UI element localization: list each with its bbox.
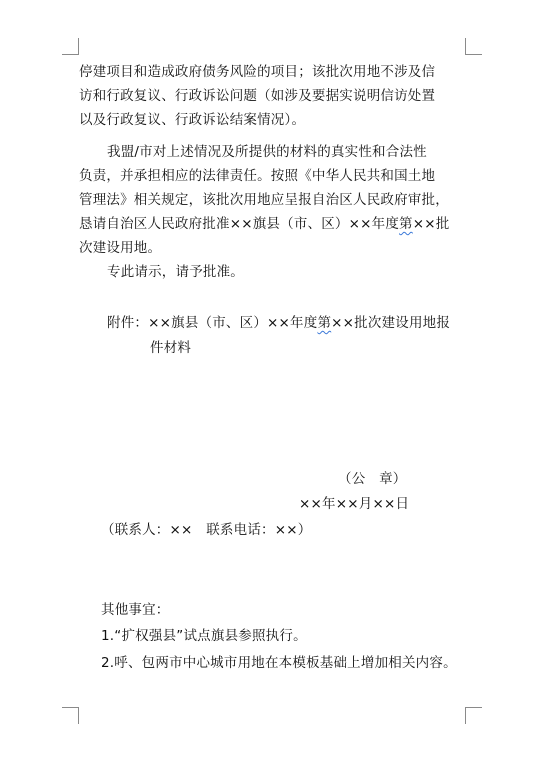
- paragraph1-line3: 以及行政复议、行政诉讼结案情况）。: [79, 112, 306, 128]
- paragraph2-line3: 管理法》相关规定，该批次用地应呈报自治区人民政府审批，: [79, 192, 449, 208]
- corner-mark-top-right: [465, 38, 482, 55]
- spellcheck-flagged-word: 第: [399, 216, 413, 232]
- paragraph1-line1: 停建项目和造成政府债务风险的项目；该批次用地不涉及信: [79, 64, 436, 80]
- paragraph2-line1: 我盟/市对上述情况及所提供的材料的真实性和合法性: [107, 144, 427, 160]
- paragraph2-line4-text-before: 恳请自治区人民政府批准××旗县（市、区）××年度: [79, 216, 400, 232]
- attachment-text-before: 附件：××旗县（市、区）××年度: [107, 315, 318, 331]
- corner-mark-bottom-left: [62, 707, 79, 724]
- paragraph2-line2: 负责，并承担相应的法律责任。按照《中华人民共和国土地: [79, 168, 436, 184]
- spellcheck-flagged-word: 第: [317, 315, 332, 331]
- document-date: ××年××月××日: [299, 496, 410, 512]
- attachment-text-after: ××批次建设用地报: [331, 315, 451, 331]
- attachment-line2: 件材料: [150, 340, 192, 356]
- corner-mark-top-left: [62, 38, 79, 55]
- paragraph2-line4-text-after: ××批: [412, 216, 450, 232]
- corner-mark-bottom-right: [465, 707, 482, 724]
- other-matters-heading: 其他事宜：: [101, 602, 170, 618]
- paragraph1-line2: 访和行政复议、行政诉讼问题（如涉及要据实说明信访处置: [79, 88, 436, 104]
- closing-request: 专此请示，请予批准。: [107, 264, 244, 280]
- other-matters-item-2: 2.呼、包两市中心城市用地在本模板基础上增加相关内容。: [101, 655, 457, 671]
- attachment-line1: [107, 314, 450, 332]
- contact-info: （联系人：×× 联系电话：××）: [101, 522, 312, 538]
- paragraph2-line4: [79, 215, 449, 233]
- other-matters-item-1: 1.“扩权强县”试点旗县参照执行。: [101, 628, 307, 644]
- paragraph2-line5: 次建设用地。: [79, 240, 162, 256]
- seal-placeholder: （公 章）: [338, 471, 407, 487]
